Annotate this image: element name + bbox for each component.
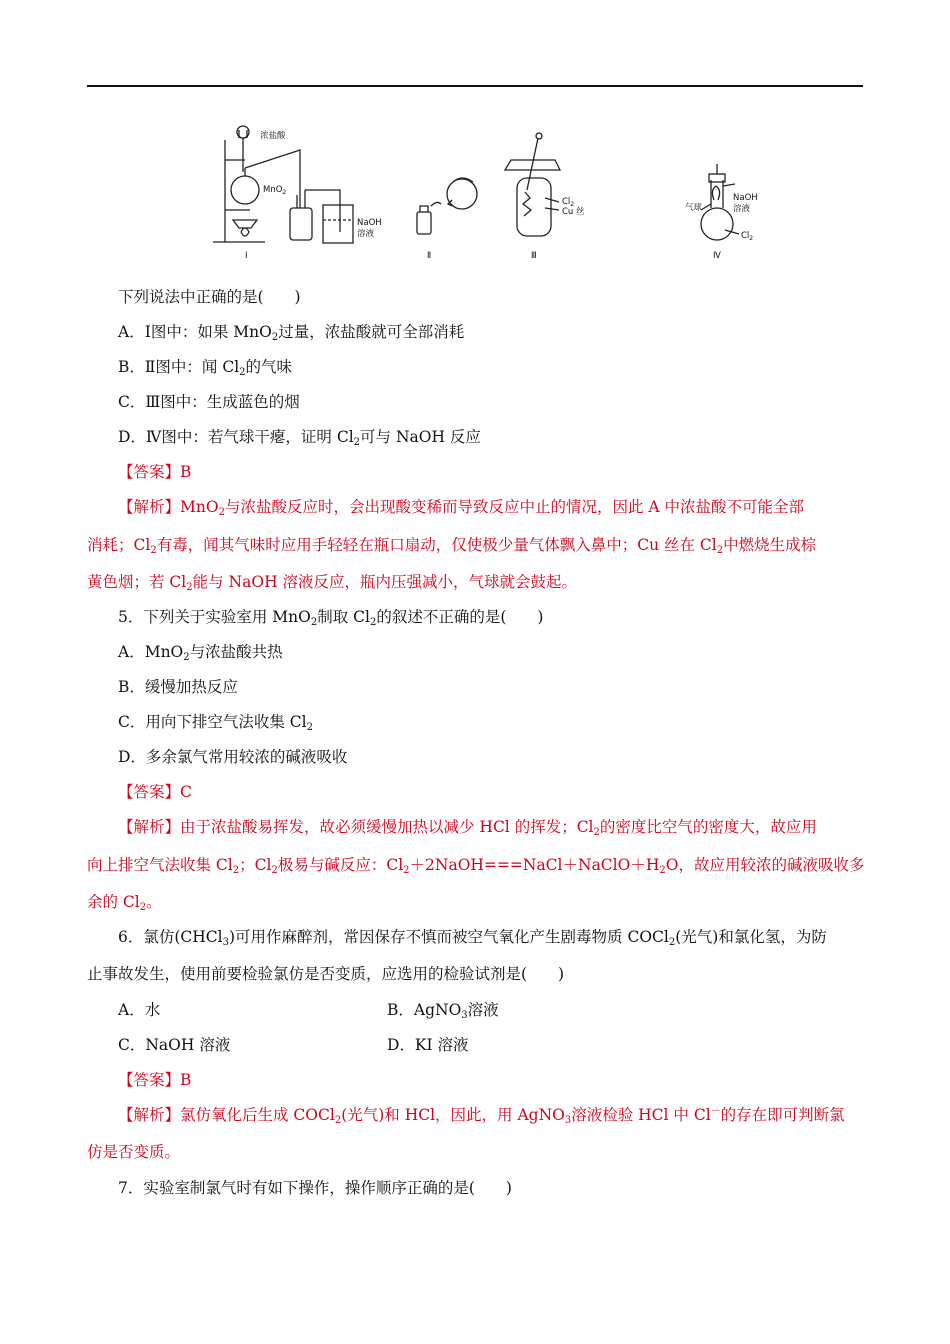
q4-answer: 【答案】B	[118, 463, 192, 481]
q4-stem: 下列说法中正确的是( )	[118, 288, 301, 306]
label-roman-1: Ⅰ	[245, 251, 248, 261]
q5-option-a: A．MnO$_2$与浓盐酸共热	[118, 643, 283, 663]
label-conc-hcl: 浓盐酸	[260, 131, 286, 141]
q5-explanation-line-1: 【解析】由于浓盐酸易挥发，故必须缓慢加热以减少 HCl 的挥发；$Cl_2$的密度比空气的密度大，故应用	[118, 818, 817, 838]
q4-option-c: C．Ⅲ图中：生成蓝色的烟	[118, 393, 300, 411]
q4-option-a: A．Ⅰ图中：如果 MnO$_2$过量，浓盐酸就可全部消耗	[118, 323, 465, 343]
label-cu-wire: Cu 丝	[562, 207, 585, 217]
q6-option-b: B．AgNO$_3$溶液	[387, 1001, 499, 1021]
q6-explanation-line-2: 仿是否变质。	[87, 1143, 181, 1161]
q7-stem: 7．实验室制氯气时有如下操作，操作顺序正确的是( )	[118, 1179, 512, 1197]
q6-option-a: A．水	[118, 1001, 161, 1019]
label-mno2: MnO$_2$	[263, 185, 287, 196]
q5-answer: 【答案】C	[118, 783, 192, 801]
label-cl2-b: $Cl_2$	[741, 231, 754, 242]
label-roman-4: Ⅳ	[713, 251, 721, 261]
q6-answer: 【答案】B	[118, 1071, 192, 1089]
label-roman-2: Ⅱ	[427, 251, 432, 261]
apparatus-1-drawing	[213, 126, 353, 243]
q6-option-d: D．KI 溶液	[387, 1036, 469, 1054]
label-naoh-3: NaOH	[733, 193, 758, 203]
q6-stem-line-1: 6．氯仿(CHCl$_3$)可用作麻醉剂，常因保存不慎而被空气氧化产生剧毒物质 COCl$_2$(光气)和氯化氢，为防	[118, 928, 827, 948]
apparatus-figure	[205, 120, 765, 270]
q4-option-b: B．Ⅱ图中：闻 $Cl_2$的气味	[118, 358, 293, 378]
label-naoh-2: 溶液	[357, 229, 375, 239]
label-cl2-a: $Cl_2$	[562, 197, 575, 208]
q4-explanation-line-3: 黄色烟；若 $Cl_2$能与 NaOH 溶液反应，瓶内压强减小，气球就会鼓起。	[87, 573, 578, 593]
q4-explanation-line-2: 消耗；$Cl_2$有毒，闻其气味时应用手轻轻在瓶口扇动，仅使极少量气体飘入鼻中；Cu 丝在 $Cl_2$中燃烧生成棕	[87, 536, 817, 556]
q5-explanation-line-2: 向上排空气法收集 $Cl_2$；$Cl_2$极易与碱反应：$Cl_2+2NaOH===NaCl+NaClO+H_2O$，故应用较浓的碱液吸收多	[87, 856, 865, 876]
q6-option-c: C．NaOH 溶液	[118, 1036, 231, 1054]
label-naoh-4: 溶液	[733, 204, 751, 214]
q5-stem: 5．下列关于实验室用 MnO$_2$制取 $Cl_2$的叙述不正确的是( )	[118, 608, 544, 628]
apparatus-2-drawing	[417, 178, 477, 234]
q6-explanation-line-1: 【解析】氯仿氧化后生成 COCl$_2$(光气)和 HCl，因此，用 AgNO$_3$溶液检验 HCl 中 Cl－的存在即可判断氯	[118, 1106, 845, 1126]
q5-explanation-line-3: 余的 $Cl_2$。	[87, 893, 162, 913]
header-rule	[87, 85, 863, 87]
q5-option-d: D．多余氯气常用较浓的碱液吸收	[118, 748, 348, 766]
q4-option-d: D．Ⅳ图中：若气球干瘪，证明 $Cl_2$可与 NaOH 反应	[118, 428, 481, 448]
q5-option-c: C．用向下排空气法收集 $Cl_2$	[118, 713, 313, 733]
q4-explanation-line-1: 【解析】MnO$_2$与浓盐酸反应时，会出现酸变稀而导致反应中止的情况，因此 A 中浓盐酸不可能全部	[118, 498, 804, 518]
q6-stem-line-2: 止事故发生，使用前要检验氯仿是否变质，应选用的检验试剂是( )	[87, 965, 565, 983]
q5-option-b: B．缓慢加热反应	[118, 678, 238, 696]
label-roman-3: Ⅲ	[531, 251, 537, 261]
apparatus-3-drawing	[505, 133, 560, 236]
label-naoh-1: NaOH	[357, 218, 382, 228]
label-balloon: 气球	[685, 203, 703, 213]
